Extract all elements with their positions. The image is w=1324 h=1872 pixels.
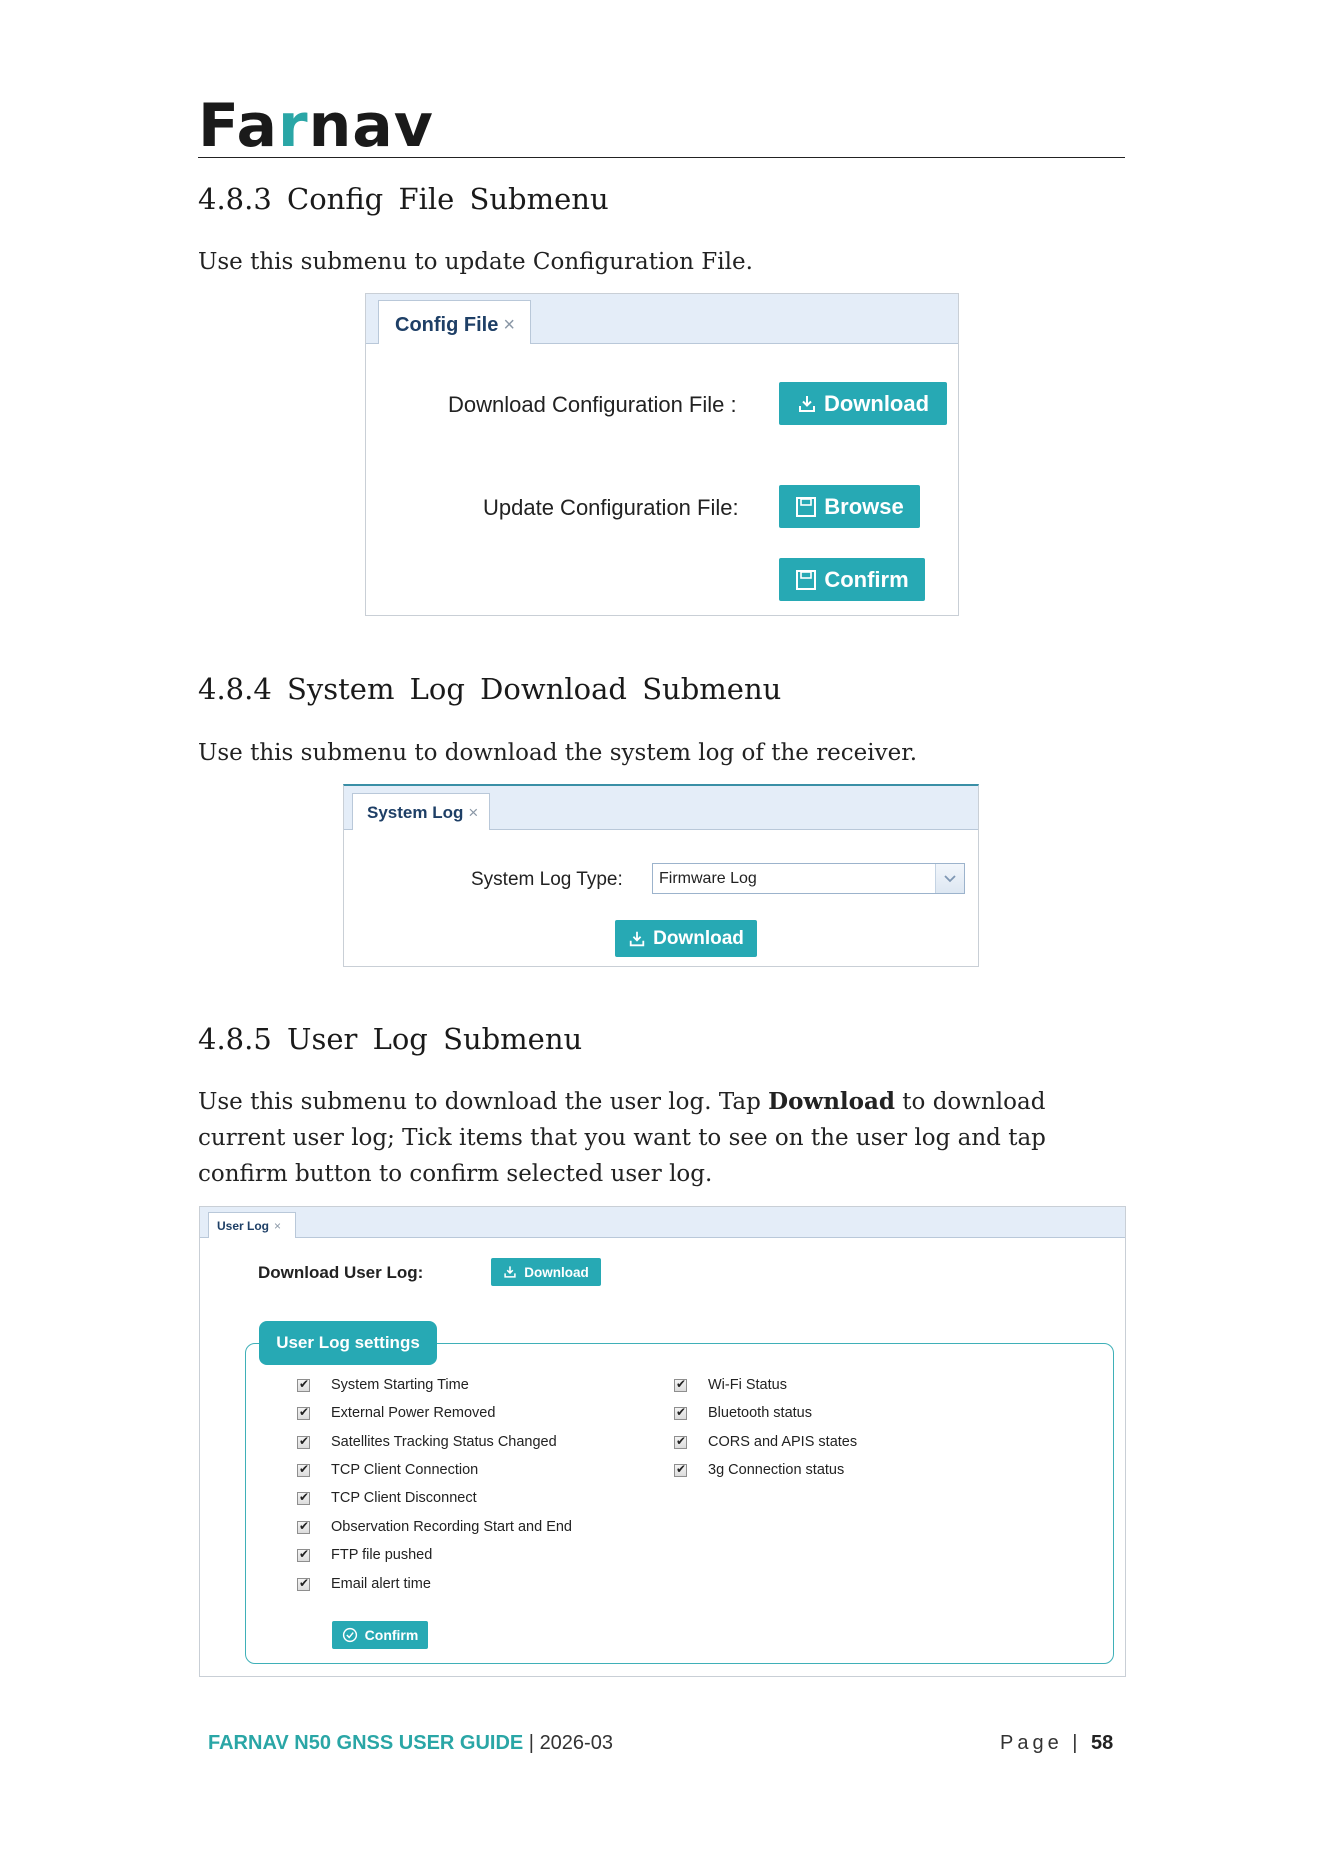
- checkbox-item[interactable]: ✔ CORS and APIS states: [674, 1434, 857, 1450]
- checkbox-item[interactable]: ✔ 3g Connection status: [674, 1462, 844, 1478]
- checkbox[interactable]: [297, 1464, 310, 1477]
- checkbox-item[interactable]: ✔ TCP Client Disconnect: [297, 1490, 477, 1506]
- browse-button[interactable]: Browse: [779, 485, 920, 528]
- checkbox[interactable]: [674, 1379, 687, 1392]
- checkbox[interactable]: [297, 1436, 310, 1449]
- download-icon: [503, 1265, 517, 1279]
- checkbox[interactable]: [297, 1492, 310, 1505]
- floppy-icon: [795, 569, 817, 591]
- user-log-tabbar: [200, 1207, 1125, 1238]
- tab-config-file[interactable]: Config File ×: [378, 300, 531, 344]
- confirm-user-log-button[interactable]: Confirm: [332, 1621, 428, 1649]
- footer-title: FARNAV N50 GNSS USER GUIDE | 2026-03: [208, 1732, 613, 1754]
- check-circle-icon: [342, 1627, 358, 1643]
- checkbox-item[interactable]: ✔ FTP file pushed: [297, 1547, 432, 1563]
- download-config-button[interactable]: Download: [779, 382, 947, 425]
- tab-close-icon[interactable]: ×: [274, 1219, 282, 1233]
- checkbox-item[interactable]: ✔ Satellites Tracking Status Changed: [297, 1434, 557, 1450]
- header-rule: [198, 157, 1125, 158]
- download-user-log-button[interactable]: Download: [491, 1258, 601, 1286]
- checkbox[interactable]: [297, 1521, 310, 1534]
- checkbox[interactable]: [297, 1578, 310, 1591]
- system-log-type-select[interactable]: Firmware Log: [652, 863, 965, 894]
- checkbox-item[interactable]: ✔ Wi-Fi Status: [674, 1377, 787, 1393]
- checkbox[interactable]: [297, 1407, 310, 1420]
- system-log-type-label: System Log Type:: [471, 869, 623, 890]
- section-text-config-file: Use this submenu to update Configuration File.: [198, 249, 753, 275]
- section-text-user-log: Use this submenu to download the user log. Tap Download to download current user log; Tick items that you want to see on the user log and tap confirm button to confirm selected user log.: [198, 1088, 1046, 1187]
- checkbox-item[interactable]: ✔ System Starting Time: [297, 1377, 469, 1393]
- tab-system-log[interactable]: System Log ×: [352, 793, 490, 830]
- checkbox-item[interactable]: ✔ External Power Removed: [297, 1405, 495, 1421]
- checkbox[interactable]: [297, 1379, 310, 1392]
- update-config-label: Update Configuration File:: [483, 495, 739, 520]
- tab-user-log[interactable]: User Log ×: [208, 1212, 296, 1238]
- checkbox[interactable]: [674, 1436, 687, 1449]
- checkbox-item[interactable]: ✔ Email alert time: [297, 1576, 431, 1592]
- checkbox[interactable]: [674, 1407, 687, 1420]
- download-icon: [797, 394, 817, 414]
- config-file-panel: [365, 293, 959, 616]
- download-config-label: Download Configuration File :: [448, 392, 737, 417]
- section-heading-user-log: 4.8.5 User Log Submenu: [198, 1022, 583, 1056]
- confirm-config-button[interactable]: Confirm: [779, 558, 925, 601]
- checkbox-item[interactable]: ✔ Observation Recording Start and End: [297, 1519, 572, 1535]
- download-icon: [628, 930, 646, 948]
- tab-close-icon[interactable]: ×: [503, 314, 516, 336]
- farnav-logo: Farnav: [198, 91, 434, 161]
- system-log-tabbar: [344, 786, 978, 830]
- section-heading-system-log: 4.8.4 System Log Download Submenu: [198, 672, 782, 706]
- checkbox[interactable]: [297, 1549, 310, 1562]
- section-text-system-log: Use this submenu to download the system log of the receiver.: [198, 740, 918, 766]
- user-log-settings-title: User Log settings: [259, 1321, 437, 1365]
- footer-page-number: Page | 58: [1000, 1732, 1114, 1754]
- system-log-panel: [343, 784, 979, 967]
- checkbox-item[interactable]: ✔ Bluetooth status: [674, 1405, 812, 1421]
- section-heading-config-file: 4.8.3 Config File Submenu: [198, 182, 609, 216]
- floppy-icon: [795, 496, 817, 518]
- chevron-down-icon[interactable]: [935, 864, 964, 893]
- checkbox[interactable]: [674, 1464, 687, 1477]
- download-system-log-button[interactable]: Download: [615, 920, 757, 957]
- user-log-panel: [199, 1206, 1126, 1677]
- tab-close-icon[interactable]: ×: [468, 803, 479, 822]
- checkbox-item[interactable]: ✔ TCP Client Connection: [297, 1462, 478, 1478]
- config-file-tabbar: [366, 294, 958, 344]
- download-user-log-label: Download User Log:: [258, 1263, 424, 1282]
